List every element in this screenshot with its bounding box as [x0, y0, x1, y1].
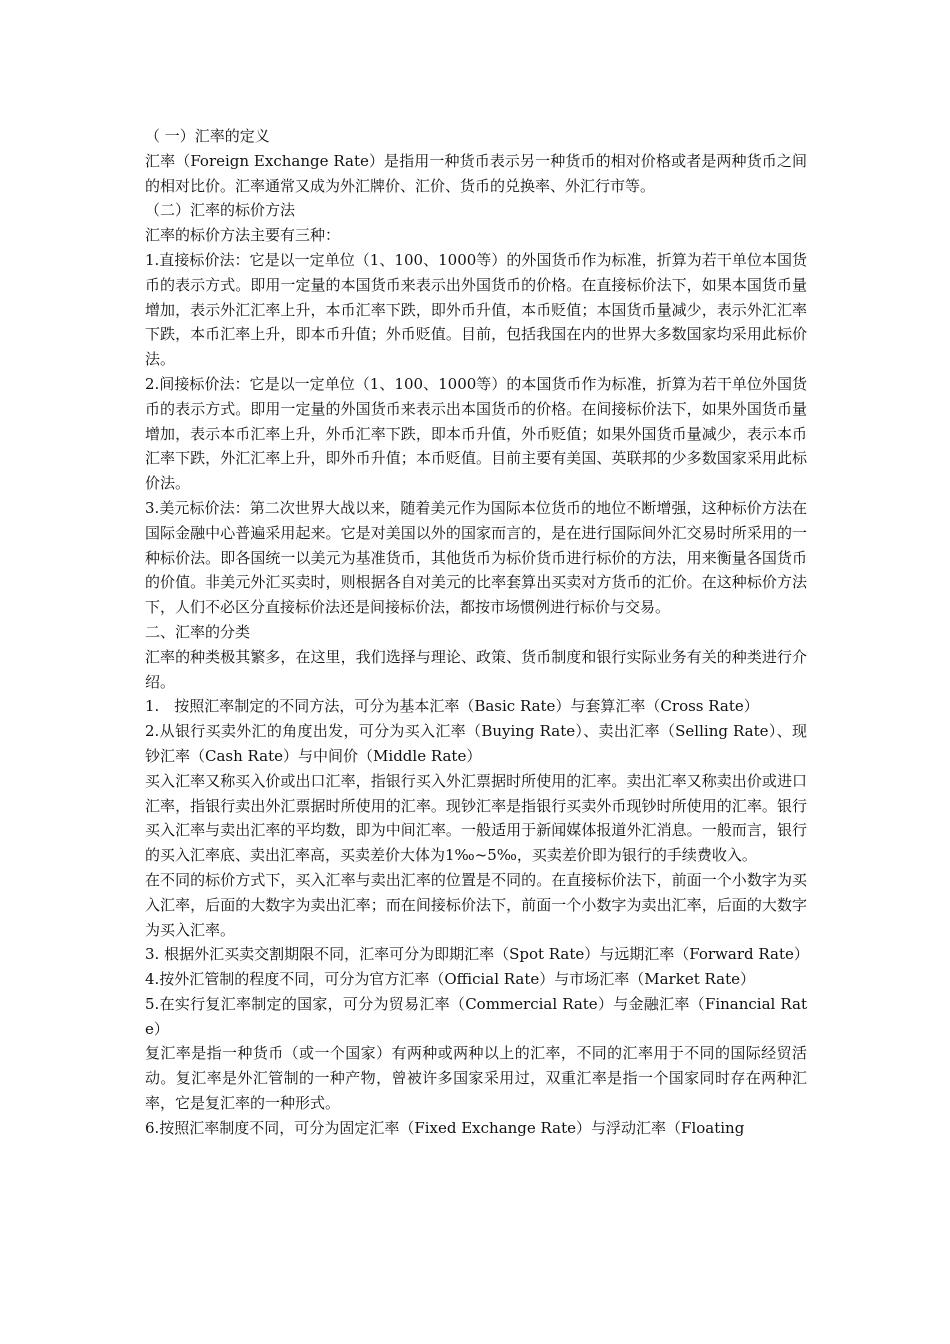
paragraph-direct-quotation: 1.直接标价法：它是以一定单位（1、100、1000等）的外国货币作为标准，折算为若干单位本国货币的表示方式。即用一定量的本国货币来表示出外国货币的价格。在直接标价法下，如果本国货币量增加，表示外汇汇率上升，本币汇率下跌，即外币升值，本币贬值；本国货币量减少，表示外汇汇率下跌，本币汇率上升，即本币升值；外币贬值。目前，包括我国在内的世界大多数国家均采用此标价法。	[145, 250, 807, 369]
paragraph-quotation-position: 在不同的标价方式下，买入汇率与卖出汇率的位置是不同的。在直接标价法下，前面一个小数字为买入汇率，后面的大数字为卖出汇率；而在间接标价法下，前面一个小数字为卖出汇率，后面的大数字为买入汇率。	[145, 870, 807, 939]
heading-definition: （ 一）汇率的定义	[145, 127, 270, 145]
paragraph-dollar-quotation: 3.美元标价法：第二次世界大战以来，随着美元作为国际本位货币的地位不断增强，这种标价方法在国际金融中心普遍采用起来。它是对美国以外的国家而言的，是在进行国际间外汇交易时所采用的一种标价法。即各国统一以美元为基准货币，其他货币为标价货币进行标价的方法，用来衡量各国货币的价值。非美元外汇买卖时，则根据各自对美元的比率套算出买卖对方货币的汇价。在这种标价方法下，人们不必区分直接标价法还是间接标价法，都按市场惯例进行标价与交易。	[145, 498, 807, 617]
heading-quotation-methods: （二）汇率的标价方法	[145, 201, 296, 220]
paragraph-definition: 汇率（Foreign Exchange Rate）是指用一种货币表示另一种货币的相对价格或者是两种货币之间的相对比价。汇率通常又成为外汇牌价、汇价、货币的兑换率、外汇行市等。	[145, 151, 807, 195]
list-item-bank-rates: 2.从银行买卖外汇的角度出发，可分为买入汇率（Buying Rate）、卖出汇率（Selling Rate）、现钞汇率（Cash Rate）与中间价（Middle Rate）	[145, 722, 807, 765]
list-item-fixed-floating: 6.按照汇率制度不同，可分为固定汇率（Fixed Exchange Rate）与浮动汇率（Floating	[145, 1118, 745, 1137]
paragraph-classification-intro: 汇率的种类极其繁多，在这里，我们选择与理论、政策、货币制度和银行实际业务有关的种类进行介绍。	[145, 647, 807, 691]
paragraph-intro-methods: 汇率的标价方法主要有三种：	[145, 226, 341, 245]
document-page	[145, 124, 807, 1141]
list-item-spot-forward: 3. 根据外汇买卖交割期限不同，汇率可分为即期汇率（Spot Rate）与远期汇率（Forward Rate）	[145, 945, 809, 964]
paragraph-buying-selling: 买入汇率又称买入价或出口汇率，指银行买入外汇票据时所使用的汇率。卖出汇率又称卖出价或进口汇率，指银行卖出外汇票据时所使用的汇率。现钞汇率是指银行买卖外币现钞时所使用的汇率。银行买入汇率与卖出汇率的平均数，即为中间汇率。一般适用于新闻媒体报道外汇消息。一般而言，银行的买入汇率底、卖出汇率高，买卖差价大体为1‰~5‰，买卖差价即为银行的手续费收入。	[145, 771, 807, 865]
list-item-basic-cross: 1. 按照汇率制定的不同方法，可分为基本汇率（Basic Rate）与套算汇率（Cross Rate）	[145, 697, 759, 716]
list-item-official-market: 4.按外汇管制的程度不同，可分为官方汇率（Official Rate）与市场汇率（Market Rate）	[145, 970, 755, 989]
heading-classification: 二、汇率的分类	[145, 622, 251, 641]
list-item-commercial-financial: 5.在实行复汇率制定的国家，可分为贸易汇率（Commercial Rate）与金融汇率（Financial Rate）	[145, 994, 807, 1038]
paragraph-indirect-quotation: 2.间接标价法：它是以一定单位（1、100、1000等）的本国货币作为标准，折算为若干单位外国货币的表示方式。即用一定量的外国货币来表示出本国货币的价格。在间接标价法下，如果外国货币量增加，表示本币汇率上升，外币汇率下跌，即本币升值，外币贬值；如果外国货币量减少，表示本币汇率下跌，外汇汇率上升，即外币升值；本币贬值。目前主要有美国、英联邦的少多数国家采用此标价法。	[145, 374, 807, 493]
paragraph-multiple-rates: 复汇率是指一种货币（或一个国家）有两种或两种以上的汇率，不同的汇率用于不同的国际经贸活动。复汇率是外汇管制的一种产物，曾被许多国家采用过，双重汇率是指一个国家同时存在两种汇率，它是复汇率的一种形式。	[145, 1044, 807, 1113]
